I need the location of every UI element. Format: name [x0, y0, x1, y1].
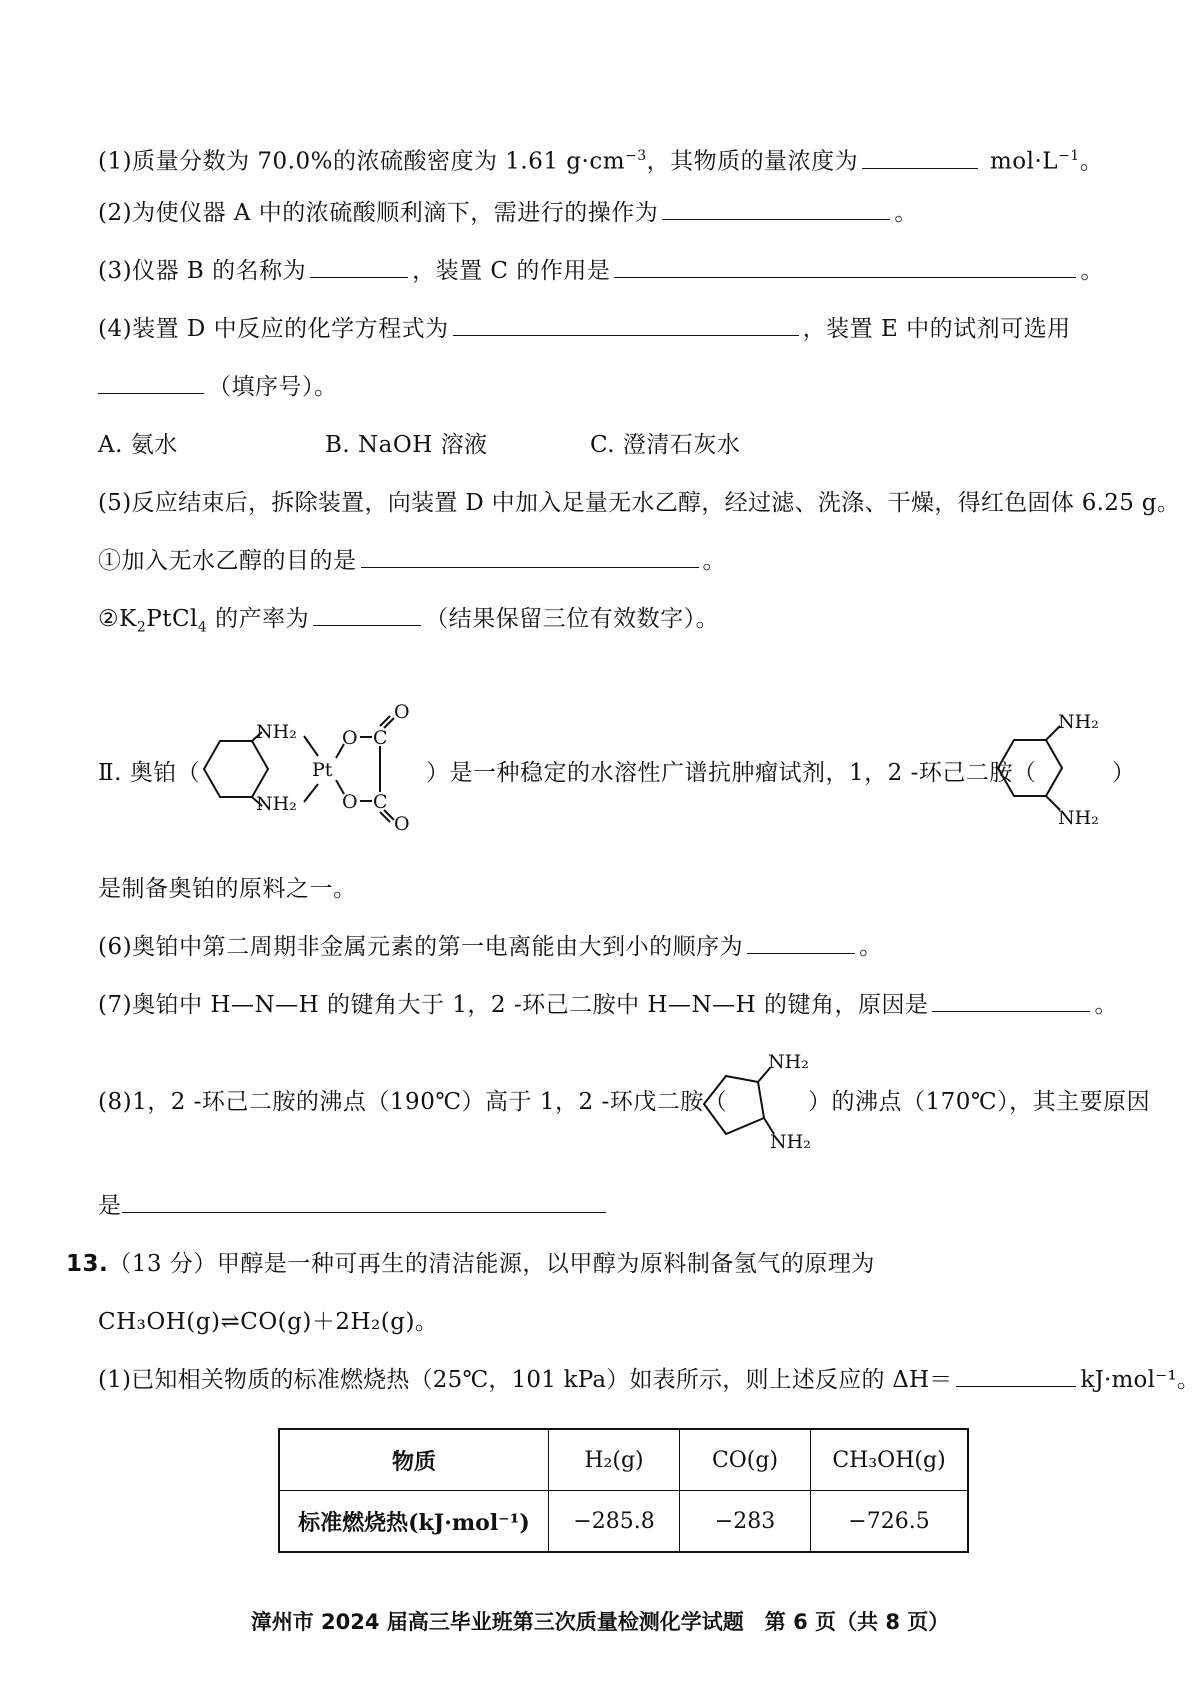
- q1-text: (1)质量分数为 70.0%的浓硫酸密度为 1.61 g·cm: [98, 148, 626, 175]
- q5-sub2-s1: 2: [136, 619, 147, 636]
- q1-text2: ，其物质的量浓度为: [646, 148, 859, 175]
- answer-blank[interactable]: [932, 989, 1090, 1012]
- nh2-label: NH₂: [256, 793, 297, 815]
- nh2-label: NH₂: [1058, 807, 1099, 829]
- q5-sub2-c: 的产率为: [207, 606, 310, 632]
- part2-prefix: [98, 757, 200, 789]
- table-row: [279, 1491, 968, 1553]
- question-8-continued: [808, 1086, 1150, 1118]
- o-label: O: [342, 727, 358, 749]
- answer-blank[interactable]: [313, 603, 421, 626]
- q6-end: 。: [859, 934, 883, 960]
- question-13: [66, 1248, 875, 1280]
- q8-text2: ）的沸点（170℃），其主要原因: [808, 1089, 1151, 1115]
- q3-text: (3)仪器 B 的名称为: [98, 258, 307, 284]
- part2-line2-text: 是制备奥铂的原料之一。: [98, 876, 357, 902]
- q2-end: 。: [894, 200, 918, 226]
- q3-end: 。: [1080, 258, 1104, 284]
- q5-sub1-end: 。: [702, 548, 726, 574]
- q1-exp: −3: [625, 148, 647, 164]
- cyclohexanediamine-structure-icon: [994, 712, 1104, 830]
- answer-blank[interactable]: [662, 197, 890, 220]
- q8-text: (8)1，2 -环己二胺的沸点（190℃）高于 1，2 -环戊二胺（: [98, 1089, 728, 1115]
- cyclopentanediamine-structure-icon: [696, 1051, 811, 1153]
- answer-blank[interactable]: [614, 255, 1076, 278]
- o-label: O: [342, 791, 358, 813]
- q2-text: (2)为使仪器 A 中的浓硫酸顺利滴下，需进行的操作为: [98, 200, 659, 226]
- nh2-label: NH₂: [256, 721, 297, 743]
- table-cell: −726.5: [811, 1491, 969, 1553]
- page-footer: 漳州市 2024 届高三毕业班第三次质量检测化学试题 第 6 页（共 8 页）: [250, 1610, 950, 1634]
- question-2: [98, 197, 918, 229]
- q5-text: (5)反应结束后，拆除装置，向装置 D 中加入足量无水乙醇，经过滤、洗涤、干燥，得红色固体 6.25 g。: [98, 490, 1181, 516]
- answer-blank[interactable]: [310, 255, 408, 278]
- q3-text2: ，装置 C 的作用是: [412, 258, 611, 284]
- q13-equation: CH₃OH(g)⇌CO(g)＋2H₂(g)。: [98, 1309, 439, 1335]
- q7-text: (7)奥铂中 H—N—H 的键角大于 1，2 -环己二胺中 H—N—H 的键角，原因是: [98, 992, 929, 1018]
- nh2-label: NH₂: [768, 1051, 809, 1073]
- question-13-equation: [98, 1306, 438, 1338]
- question-8: [98, 1086, 727, 1118]
- question-5-sub1: [98, 545, 726, 577]
- answer-blank[interactable]: [862, 146, 978, 169]
- table-cell: −283: [680, 1491, 811, 1553]
- q13-sub1-text: (1)已知相关物质的标准燃烧热（25℃，101 kPa）如表所示，则上述反应的 ΔH＝: [98, 1367, 953, 1393]
- question-6: [98, 931, 883, 963]
- q5-sub2-s2: 4: [197, 619, 208, 636]
- table-header-row: [279, 1429, 968, 1491]
- answer-blank[interactable]: [361, 545, 699, 568]
- answer-blank[interactable]: [122, 1190, 606, 1213]
- q7-end: 。: [1094, 992, 1118, 1018]
- question-7: [98, 989, 1118, 1021]
- q1-unit: mol·L: [989, 148, 1059, 175]
- nh2-label: NH₂: [1058, 711, 1099, 733]
- question-1: [98, 140, 1103, 178]
- q5-sub1-text: ①加入无水乙醇的目的是: [98, 548, 357, 574]
- part2-mid: [426, 757, 1036, 789]
- table-header: CH₃OH(g): [811, 1429, 969, 1491]
- options-row: [98, 429, 740, 461]
- nh2-label: NH₂: [770, 1131, 811, 1153]
- part2-close: [1112, 757, 1136, 789]
- option-b[interactable]: B. NaOH 溶液: [325, 432, 488, 458]
- q5-sub2-a: ②K: [98, 606, 137, 632]
- question-4: [98, 313, 1071, 345]
- table-header: CO(g): [680, 1429, 811, 1491]
- part2-line2: [98, 873, 357, 905]
- q5-sub2-end: （结果保留三位有效数字）。: [425, 606, 720, 632]
- q4-line2: （填序号）。: [208, 374, 338, 400]
- o-label: O: [394, 701, 410, 723]
- q5-sub2-b: PtCl: [146, 606, 198, 632]
- part2-prefix-text: Ⅱ. 奥铂（: [98, 760, 201, 786]
- option-a[interactable]: A. 氨水: [98, 432, 178, 458]
- question-3: [98, 255, 1104, 287]
- q6-text: (6)奥铂中第二周期非金属元素的第一电离能由大到小的顺序为: [98, 934, 744, 960]
- question-8-line2: [98, 1190, 610, 1222]
- pt-label: Pt: [312, 759, 333, 781]
- answer-blank[interactable]: [98, 371, 204, 394]
- q1-unit-exp: −1: [1058, 148, 1080, 164]
- answer-blank[interactable]: [956, 1364, 1076, 1387]
- c-label: C: [373, 791, 388, 813]
- question-4-line2: [98, 371, 338, 403]
- question-13-sub1: [98, 1364, 1200, 1396]
- q13-sub1-unit: kJ·mol⁻¹。: [1080, 1367, 1200, 1393]
- answer-blank[interactable]: [453, 313, 799, 336]
- table-header: 物质: [279, 1429, 549, 1491]
- question-number: 13.: [66, 1251, 109, 1277]
- combustion-heat-table: [278, 1428, 969, 1553]
- question-5-sub2: [98, 603, 719, 644]
- table-header: H₂(g): [549, 1429, 680, 1491]
- part2-close-text: ）: [1112, 760, 1136, 786]
- part2-mid-text: ）是一种稳定的水溶性广谱抗肿瘤试剂，1，2 -环己二胺（: [426, 760, 1037, 786]
- question-5: [98, 487, 1180, 519]
- q13-intro: （13 分）甲醇是一种可再生的清洁能源，以甲醇为原料制备氢气的原理为: [108, 1251, 875, 1277]
- q8-line2: 是: [98, 1193, 122, 1219]
- table-cell: −285.8: [549, 1491, 680, 1553]
- c-label: C: [373, 727, 388, 749]
- o-label: O: [394, 813, 410, 835]
- q4-text2: ，装置 E 中的试剂可选用: [802, 316, 1071, 342]
- q4-text: (4)装置 D 中反应的化学方程式为: [98, 316, 449, 342]
- answer-blank[interactable]: [747, 931, 855, 954]
- option-c[interactable]: C. 澄清石灰水: [590, 432, 741, 458]
- oxaliplatin-structure-icon: [196, 701, 426, 835]
- table-row-label: 标准燃烧热(kJ·mol⁻¹): [279, 1491, 549, 1553]
- q1-end: 。: [1079, 148, 1104, 175]
